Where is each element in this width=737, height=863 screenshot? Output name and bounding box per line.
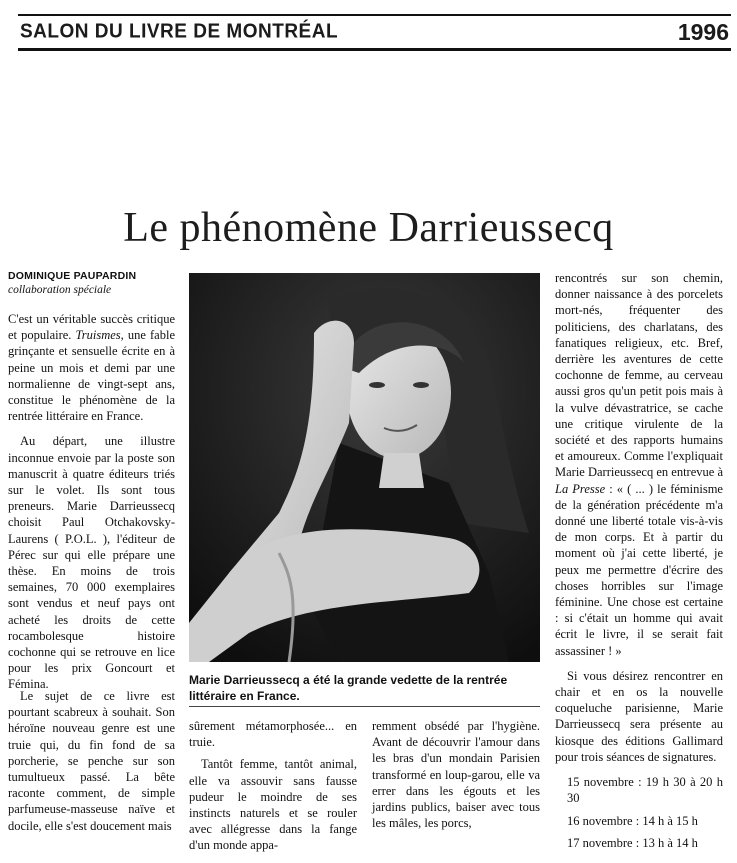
paragraph-rencontres: rencontrés sur son chemin, donner naissance à des porcelets mort-nés, fréquenter des politiciens, des charlatans, des fanatiques religieux, etc. Bref, derrière les aventures de cette cochonne de femme, au cerveau aussi gros qu'un petit pois mais à la vulve dévastratrice, se cache une critique virulente de la société et des rapports humains et amoureux. Comme l'expliquait Marie Darrieussecq en entrevue à La Presse : « ( ... ) le féminisme de la génération précédente m'a donné une liberté totale vis-à-vis de mon corps. Et à partir du moment où j'ai cette liberté, je peux me permettre d'écrire des choses horribles sur l'image féminine. Une chose est certaine : si c'était un homme qui avait écrit le livre, il se serait fait assassiner ! »: [555, 271, 723, 658]
paragraph-hygiene: remment obsédé par l'hygiène. Avant de découvrir l'amour dans les bras d'un mondain Parisien transformé en loup-garou, elle va errer dans les égouts et les jardins publics, baiser avec tous les mâles, les porcs,: [372, 719, 540, 831]
paragraph-intro: C'est un véritable succès critique et populaire. Truismes, une fable grinçante et sensuelle écrite en à peine un mois et demi par une normalienne de vingt-sept ans, constitue le phénomène de la rentrée littéraire en France.: [8, 312, 175, 424]
paragraph-metamorphose: sûrement métamorphosée... en truie.: [189, 719, 357, 750]
paragraph-depart: Au départ, une illustre inconnue envoie par la poste son manuscrit à quatre éditeurs triés sur le volet. Ils sont tous preneurs. Marie Darrieussecq choisit Paul Otchakovsky-Laurens ( P.O.L. ), l'éditeur de Pérec sur qui elle prépare une thèse. En moins de trois semaines, 70 000 exemplaires sont vendus et neuf pays ont acheté les droits de cette rocambolesque histoire cochonne qui se retrouve en lice pour les prix Goncourt et Fémina.: [8, 434, 175, 692]
paragraph-tantot: Tantôt femme, tantôt animal, elle va assouvir sans fausse pudeur le moindre de ses instincts naturels et se rouler avec allégresse dans la fange d'un monde appa-: [189, 757, 357, 853]
column-1-bottom: [8, 688, 175, 843]
section-title: SALON DU LIVRE DE MONTRÉAL: [20, 20, 339, 43]
column-3-bottom: [372, 718, 540, 840]
column-4: [555, 270, 723, 857]
author-role: collaboration spéciale: [8, 284, 112, 296]
portrait-illustration: [189, 273, 540, 662]
schedule-item: 15 novembre : 19 h 30 à 20 h 30: [567, 775, 723, 806]
article-headline: Le phénomène Darrieussecq: [123, 205, 614, 251]
header-top-rule: [18, 14, 731, 16]
caption-rule: [189, 706, 540, 707]
issue-year: 1996: [677, 19, 729, 45]
author-name: DOMINIQUE PAUPARDIN: [8, 270, 137, 282]
schedule-item: 17 novembre : 13 h à 14 h: [567, 835, 698, 850]
newspaper-name: La Presse: [555, 481, 606, 496]
author-photo: [189, 273, 540, 662]
column-2-bottom: [189, 718, 357, 863]
schedule-item: 16 novembre : 14 h à 15 h: [567, 813, 698, 828]
header-bottom-rule: [18, 48, 731, 51]
column-1-top: [8, 311, 175, 702]
paragraph-sujet: Le sujet de ce livre est pourtant scabreux à souhait. Son héroïne nouveau genre est une truie qui, du fin fond de sa porcherie, se penche sur son tumultueux passé. La bête raconte comment, de simple parfumeuse-masseuse naïve et docile, elle s'est doucement mais: [8, 689, 175, 833]
paragraph-signatures: Si vous désirez rencontrer en chair et en os la nouvelle coqueluche parisienne, Marie Darrieussecq sera présente au kiosque des éditions Gallimard pour trois séances de signatures.: [555, 668, 723, 764]
book-title: Truismes: [75, 328, 121, 343]
photo-caption: Marie Darrieussecq a été la grande vedette de la rentrée littéraire en France.: [189, 673, 508, 703]
